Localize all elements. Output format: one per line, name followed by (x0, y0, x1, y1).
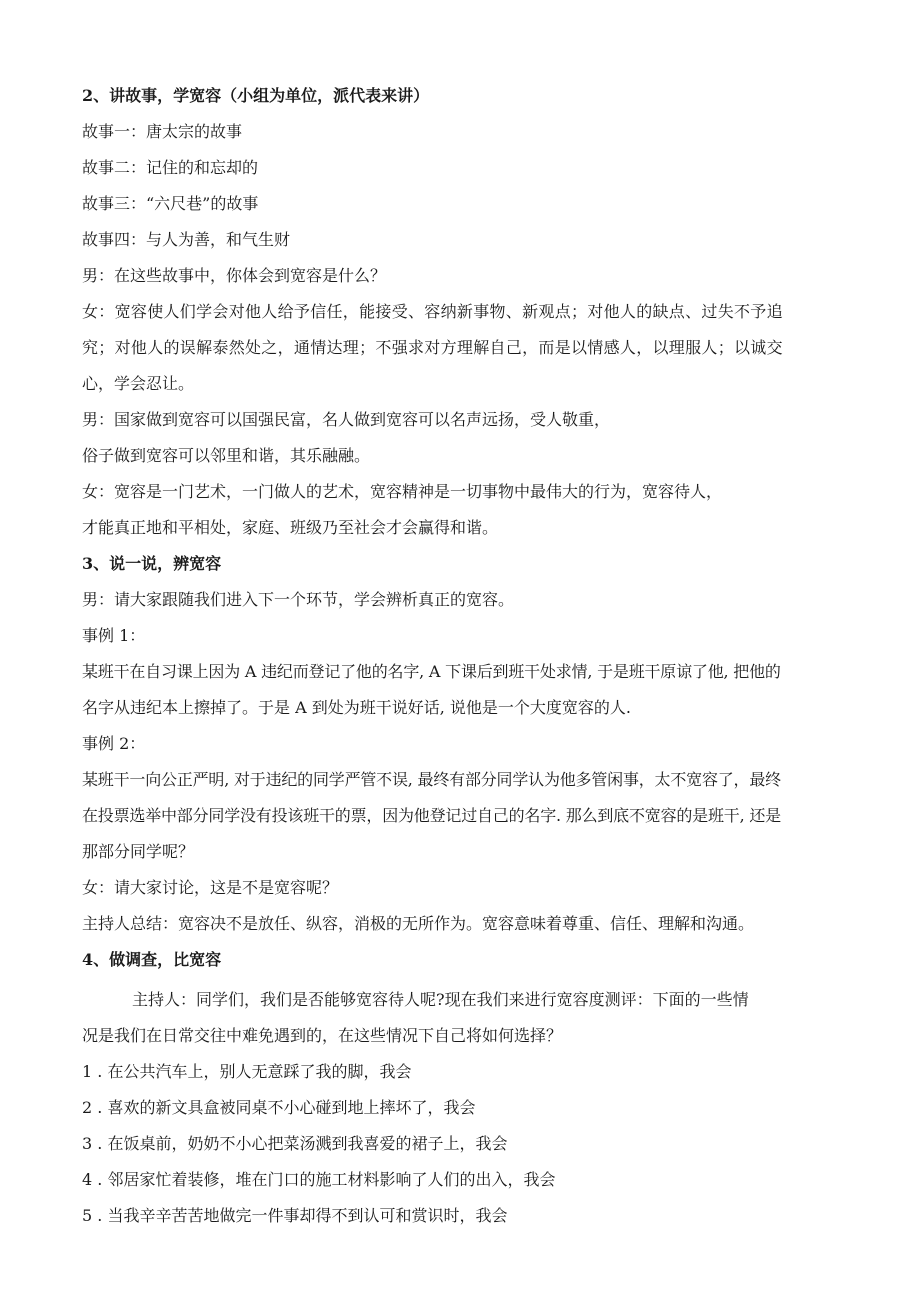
survey-item: 3 . 在饭桌前，奶奶不小心把菜汤溅到我喜爱的裙子上，我会 (82, 1134, 508, 1153)
dialogue-line: 俗子做到宽容可以邻里和谐，其乐融融。 (82, 446, 371, 465)
section-heading-2: 2、讲故事，学宽容（小组为单位，派代表来讲） (82, 86, 430, 105)
story-two-line: 故事二：记住的和忘却的 (82, 158, 259, 177)
story-one-line: 故事一：唐太宗的故事 (82, 122, 243, 141)
survey-item: 1 . 在公共汽车上，别人无意踩了我的脚，我会 (82, 1062, 412, 1081)
example-text-line: 某班干一向公正严明, 对于违纪的同学严管不误, 最终有部分同学认为他多管闲事，太不宽容了，最终 (82, 770, 781, 789)
dialogue-line: 男：国家做到宽容可以国强民富，名人做到宽容可以名声远扬，受人敬重， (82, 410, 611, 429)
dialogue-line: 心，学会忍让。 (82, 374, 195, 393)
dialogue-line: 才能真正地和平相处，家庭、班级乃至社会才会赢得和谐。 (82, 518, 499, 537)
example-label: 事例 2： (82, 734, 146, 753)
summary-line: 主持人总结：宽容决不是放任、纵容，消极的无所作为。宽容意味着尊重、信任、理解和沟通。 (82, 914, 755, 933)
section-heading-3: 3、说一说，辨宽容 (82, 554, 222, 573)
example-text-line: 某班干在自习课上因为 A 违纪而登记了他的名字, A 下课后到班干处求情, 于是班干原谅了他, 把他的 (82, 662, 781, 681)
dialogue-line: 女：请大家讨论，这是不是宽容呢？ (82, 878, 339, 897)
survey-item: 4 . 邻居家忙着装修，堆在门口的施工材料影响了人们的出入，我会 (82, 1170, 556, 1189)
section-heading-4: 4、做调查，比宽容 (82, 950, 222, 969)
host-intro-line: 主持人：同学们，我们是否能够宽容待人呢?现在我们来进行宽容度测评：下面的一些情 (132, 990, 749, 1009)
dialogue-line: 究；对他人的误解泰然处之，通情达理；不强求对方理解自己，而是以情感人，以理服人；以诚交 (82, 338, 783, 357)
survey-item: 2 . 喜欢的新文具盒被同桌不小心碰到地上摔坏了，我会 (82, 1098, 476, 1117)
survey-item: 5 . 当我辛辛苦苦地做完一件事却得不到认可和赏识时，我会 (82, 1206, 508, 1225)
host-intro-line: 况是我们在日常交往中难免遇到的，在这些情况下自己将如何选择？ (82, 1026, 563, 1045)
example-text-line: 名字从违纪本上擦掉了。于是 A 到处为班干说好话, 说他是一个大度宽容的人. (82, 698, 631, 717)
dialogue-line: 男：在这些故事中，你体会到宽容是什么？ (82, 266, 387, 285)
example-label: 事例 1： (82, 626, 146, 645)
dialogue-line: 男：请大家跟随我们进入下一个环节，学会辨析真正的宽容。 (82, 590, 515, 609)
example-text-line: 在投票选举中部分同学没有投该班干的票，因为他登记过自己的名字. 那么到底不宽容的是班干, 还是 (82, 806, 781, 825)
example-text-line: 那部分同学呢？ (82, 842, 195, 861)
dialogue-line: 女：宽容是一门艺术，一门做人的艺术，宽容精神是一切事物中最伟大的行为，宽容待人， (82, 482, 723, 501)
story-three-line: 故事三：“六尺巷”的故事 (82, 194, 259, 213)
story-four-line: 故事四：与人为善，和气生财 (82, 230, 291, 249)
dialogue-line: 女：宽容使人们学会对他人给予信任，能接受、容纳新事物、新观点；对他人的缺点、过失不予追 (82, 302, 783, 321)
